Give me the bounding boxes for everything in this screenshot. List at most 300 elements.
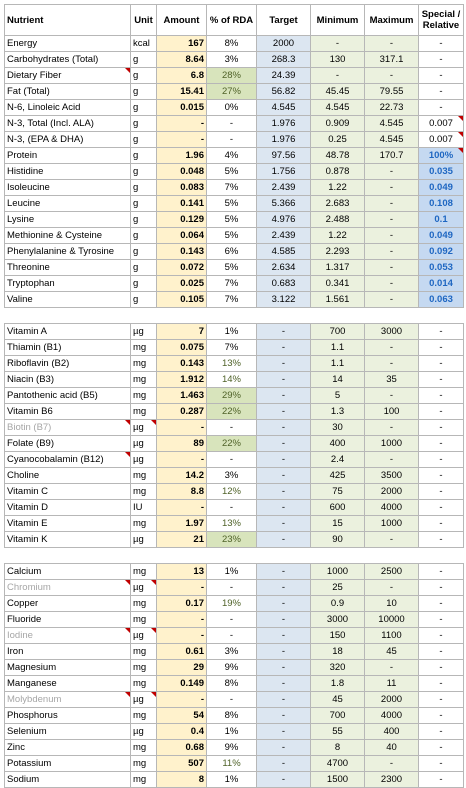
cell-rda[interactable]: 0% (207, 100, 257, 116)
cell-amount[interactable]: 14.2 (157, 468, 207, 484)
cell-rda[interactable]: 3% (207, 52, 257, 68)
cell-nutrient[interactable]: Copper (5, 596, 131, 612)
cell-special[interactable]: - (419, 756, 464, 772)
cell-minimum[interactable]: 1.22 (311, 228, 365, 244)
cell-rda[interactable]: - (207, 500, 257, 516)
cell-maximum[interactable]: - (365, 36, 419, 52)
cell-rda[interactable]: 13% (207, 516, 257, 532)
cell-minimum[interactable]: 8 (311, 740, 365, 756)
cell-nutrient[interactable]: Leucine (5, 196, 131, 212)
cell-nutrient[interactable]: Carbohydrates (Total) (5, 52, 131, 68)
cell-maximum[interactable]: - (365, 660, 419, 676)
cell-amount[interactable]: 0.68 (157, 740, 207, 756)
cell-special[interactable]: 0.063 (419, 292, 464, 308)
cell-maximum[interactable]: 317.1 (365, 52, 419, 68)
cell-maximum[interactable]: - (365, 292, 419, 308)
cell-unit[interactable]: g (131, 68, 157, 84)
cell-special[interactable]: - (419, 724, 464, 740)
cell-special[interactable]: - (419, 372, 464, 388)
cell-minimum[interactable]: 14 (311, 372, 365, 388)
cell-minimum[interactable]: 1000 (311, 564, 365, 580)
cell-target[interactable]: - (257, 644, 311, 660)
cell-maximum[interactable]: 1100 (365, 628, 419, 644)
cell-special[interactable]: - (419, 628, 464, 644)
cell-minimum[interactable]: 600 (311, 500, 365, 516)
cell-unit[interactable]: mg (131, 564, 157, 580)
cell-rda[interactable]: 9% (207, 660, 257, 676)
cell-minimum[interactable]: 45 (311, 692, 365, 708)
cell-target[interactable]: - (257, 324, 311, 340)
cell-unit[interactable]: mg (131, 756, 157, 772)
cell-unit[interactable]: mg (131, 772, 157, 788)
cell-nutrient[interactable]: Iron (5, 644, 131, 660)
cell-rda[interactable]: 28% (207, 68, 257, 84)
cell-maximum[interactable]: 1000 (365, 516, 419, 532)
cell-maximum[interactable]: 79.55 (365, 84, 419, 100)
spacer-cell[interactable] (365, 548, 419, 564)
cell-unit[interactable]: mg (131, 372, 157, 388)
cell-target[interactable]: - (257, 628, 311, 644)
cell-amount[interactable]: 6.8 (157, 68, 207, 84)
cell-rda[interactable]: 7% (207, 340, 257, 356)
cell-amount[interactable]: 1.463 (157, 388, 207, 404)
cell-maximum[interactable]: - (365, 388, 419, 404)
cell-unit[interactable]: mg (131, 388, 157, 404)
spacer-cell[interactable] (5, 548, 131, 564)
cell-target[interactable]: - (257, 708, 311, 724)
cell-nutrient[interactable]: Pantothenic acid (B5) (5, 388, 131, 404)
cell-amount[interactable]: - (157, 692, 207, 708)
cell-maximum[interactable]: 1000 (365, 436, 419, 452)
cell-minimum[interactable]: 400 (311, 436, 365, 452)
cell-rda[interactable]: 7% (207, 180, 257, 196)
cell-target[interactable]: - (257, 436, 311, 452)
cell-minimum[interactable]: 0.341 (311, 276, 365, 292)
cell-minimum[interactable]: 15 (311, 516, 365, 532)
cell-maximum[interactable]: 400 (365, 724, 419, 740)
cell-nutrient[interactable]: Magnesium (5, 660, 131, 676)
cell-target[interactable]: 2.439 (257, 180, 311, 196)
cell-nutrient[interactable]: Potassium (5, 756, 131, 772)
cell-target[interactable]: 0.683 (257, 276, 311, 292)
cell-target[interactable]: 4.976 (257, 212, 311, 228)
cell-unit[interactable]: mg (131, 596, 157, 612)
cell-target[interactable]: 3.122 (257, 292, 311, 308)
cell-unit[interactable]: g (131, 228, 157, 244)
cell-nutrient[interactable]: Threonine (5, 260, 131, 276)
cell-amount[interactable]: 167 (157, 36, 207, 52)
cell-rda[interactable]: 5% (207, 196, 257, 212)
cell-unit[interactable]: g (131, 276, 157, 292)
cell-target[interactable]: 1.976 (257, 132, 311, 148)
cell-unit[interactable]: mg (131, 356, 157, 372)
cell-minimum[interactable]: 320 (311, 660, 365, 676)
cell-special[interactable]: 0.007 (419, 132, 464, 148)
cell-rda[interactable]: 1% (207, 564, 257, 580)
cell-unit[interactable]: g (131, 260, 157, 276)
cell-amount[interactable]: - (157, 628, 207, 644)
cell-unit[interactable]: g (131, 180, 157, 196)
cell-target[interactable]: 1.756 (257, 164, 311, 180)
cell-unit[interactable]: µg (131, 452, 157, 468)
cell-rda[interactable]: 8% (207, 36, 257, 52)
cell-minimum[interactable]: 45.45 (311, 84, 365, 100)
cell-maximum[interactable]: - (365, 356, 419, 372)
cell-maximum[interactable]: - (365, 580, 419, 596)
cell-target[interactable]: - (257, 372, 311, 388)
cell-target[interactable]: - (257, 340, 311, 356)
cell-unit[interactable]: µg (131, 580, 157, 596)
cell-rda[interactable]: 19% (207, 596, 257, 612)
cell-special[interactable]: - (419, 612, 464, 628)
cell-minimum[interactable]: 2.683 (311, 196, 365, 212)
cell-minimum[interactable]: 1500 (311, 772, 365, 788)
header-rda[interactable]: % of RDA (207, 5, 257, 36)
cell-unit[interactable]: mg (131, 660, 157, 676)
spacer-cell[interactable] (311, 548, 365, 564)
cell-nutrient[interactable]: Vitamin K (5, 532, 131, 548)
cell-amount[interactable]: 1.97 (157, 516, 207, 532)
cell-minimum[interactable]: - (311, 36, 365, 52)
cell-minimum[interactable]: 3000 (311, 612, 365, 628)
cell-rda[interactable]: 5% (207, 260, 257, 276)
cell-special[interactable]: 0.053 (419, 260, 464, 276)
cell-maximum[interactable]: 3000 (365, 324, 419, 340)
cell-special[interactable]: 100% (419, 148, 464, 164)
cell-minimum[interactable]: 1.317 (311, 260, 365, 276)
cell-amount[interactable]: 1.96 (157, 148, 207, 164)
cell-unit[interactable]: g (131, 244, 157, 260)
cell-maximum[interactable]: - (365, 452, 419, 468)
cell-special[interactable]: 0.049 (419, 228, 464, 244)
spacer-cell[interactable] (207, 548, 257, 564)
cell-amount[interactable]: 8.64 (157, 52, 207, 68)
cell-special[interactable]: - (419, 420, 464, 436)
cell-unit[interactable]: g (131, 52, 157, 68)
cell-nutrient[interactable]: Sodium (5, 772, 131, 788)
spacer-cell[interactable] (131, 548, 157, 564)
cell-minimum[interactable]: 4.545 (311, 100, 365, 116)
cell-special[interactable]: - (419, 324, 464, 340)
cell-nutrient[interactable]: Energy (5, 36, 131, 52)
cell-maximum[interactable]: - (365, 196, 419, 212)
cell-nutrient[interactable]: Phosphorus (5, 708, 131, 724)
cell-nutrient[interactable]: Fat (Total) (5, 84, 131, 100)
cell-unit[interactable]: g (131, 196, 157, 212)
cell-minimum[interactable]: 700 (311, 324, 365, 340)
cell-amount[interactable]: 8 (157, 772, 207, 788)
cell-amount[interactable]: 0.143 (157, 244, 207, 260)
cell-maximum[interactable]: - (365, 164, 419, 180)
header-nutrient[interactable]: Nutrient (5, 5, 131, 36)
cell-amount[interactable]: - (157, 580, 207, 596)
cell-minimum[interactable]: 18 (311, 644, 365, 660)
cell-minimum[interactable]: 1.561 (311, 292, 365, 308)
cell-nutrient[interactable]: Vitamin E (5, 516, 131, 532)
cell-rda[interactable]: 7% (207, 292, 257, 308)
cell-special[interactable]: - (419, 100, 464, 116)
cell-special[interactable]: - (419, 36, 464, 52)
cell-special[interactable]: 0.049 (419, 180, 464, 196)
cell-maximum[interactable]: 3500 (365, 468, 419, 484)
cell-special[interactable]: 0.035 (419, 164, 464, 180)
cell-target[interactable]: - (257, 724, 311, 740)
cell-rda[interactable]: 3% (207, 644, 257, 660)
cell-special[interactable]: - (419, 772, 464, 788)
cell-minimum[interactable]: 1.22 (311, 180, 365, 196)
cell-maximum[interactable]: 35 (365, 372, 419, 388)
cell-target[interactable]: 97.56 (257, 148, 311, 164)
cell-special[interactable]: - (419, 740, 464, 756)
cell-rda[interactable]: 5% (207, 228, 257, 244)
cell-rda[interactable]: 13% (207, 356, 257, 372)
cell-special[interactable]: - (419, 564, 464, 580)
cell-rda[interactable]: 22% (207, 436, 257, 452)
cell-minimum[interactable]: 1.3 (311, 404, 365, 420)
cell-rda[interactable]: 5% (207, 164, 257, 180)
cell-nutrient[interactable]: Vitamin B6 (5, 404, 131, 420)
cell-rda[interactable]: 8% (207, 708, 257, 724)
spacer-cell[interactable] (207, 308, 257, 324)
cell-amount[interactable]: 8.8 (157, 484, 207, 500)
cell-unit[interactable]: g (131, 132, 157, 148)
cell-unit[interactable]: g (131, 212, 157, 228)
cell-target[interactable]: - (257, 420, 311, 436)
cell-minimum[interactable]: 0.878 (311, 164, 365, 180)
cell-maximum[interactable]: - (365, 276, 419, 292)
cell-special[interactable]: - (419, 580, 464, 596)
cell-target[interactable]: - (257, 564, 311, 580)
cell-amount[interactable]: 0.048 (157, 164, 207, 180)
spacer-cell[interactable] (157, 548, 207, 564)
cell-special[interactable]: 0.014 (419, 276, 464, 292)
cell-special[interactable]: - (419, 452, 464, 468)
cell-target[interactable]: - (257, 740, 311, 756)
cell-rda[interactable]: 8% (207, 676, 257, 692)
cell-amount[interactable]: 0.129 (157, 212, 207, 228)
cell-maximum[interactable]: 10 (365, 596, 419, 612)
cell-nutrient[interactable]: Tryptophan (5, 276, 131, 292)
cell-maximum[interactable]: 2000 (365, 692, 419, 708)
cell-amount[interactable]: 1.912 (157, 372, 207, 388)
cell-unit[interactable]: µg (131, 692, 157, 708)
cell-amount[interactable]: - (157, 132, 207, 148)
cell-special[interactable]: - (419, 644, 464, 660)
cell-special[interactable]: - (419, 500, 464, 516)
cell-target[interactable]: - (257, 676, 311, 692)
cell-minimum[interactable]: 2.293 (311, 244, 365, 260)
cell-minimum[interactable]: 2.488 (311, 212, 365, 228)
cell-maximum[interactable]: 11 (365, 676, 419, 692)
cell-nutrient[interactable]: Chromium (5, 580, 131, 596)
cell-amount[interactable]: - (157, 500, 207, 516)
cell-unit[interactable]: mg (131, 516, 157, 532)
cell-amount[interactable]: 0.143 (157, 356, 207, 372)
spacer-cell[interactable] (365, 308, 419, 324)
cell-maximum[interactable]: - (365, 228, 419, 244)
cell-maximum[interactable]: 4000 (365, 708, 419, 724)
cell-nutrient[interactable]: Isoleucine (5, 180, 131, 196)
spacer-cell[interactable] (5, 308, 131, 324)
cell-amount[interactable]: 0.17 (157, 596, 207, 612)
cell-minimum[interactable]: 75 (311, 484, 365, 500)
cell-amount[interactable]: 0.075 (157, 340, 207, 356)
cell-minimum[interactable]: 425 (311, 468, 365, 484)
cell-target[interactable]: - (257, 660, 311, 676)
cell-nutrient[interactable]: Fluoride (5, 612, 131, 628)
cell-nutrient[interactable]: N-3, (EPA & DHA) (5, 132, 131, 148)
cell-maximum[interactable]: - (365, 756, 419, 772)
cell-maximum[interactable]: 100 (365, 404, 419, 420)
cell-amount[interactable]: 0.61 (157, 644, 207, 660)
cell-special[interactable]: 0.108 (419, 196, 464, 212)
cell-rda[interactable]: 27% (207, 84, 257, 100)
cell-unit[interactable]: µg (131, 324, 157, 340)
cell-amount[interactable]: 0.149 (157, 676, 207, 692)
cell-amount[interactable]: 0.141 (157, 196, 207, 212)
cell-special[interactable]: - (419, 356, 464, 372)
cell-amount[interactable]: 0.072 (157, 260, 207, 276)
spacer-cell[interactable] (311, 308, 365, 324)
cell-rda[interactable]: - (207, 628, 257, 644)
cell-minimum[interactable]: 0.9 (311, 596, 365, 612)
cell-rda[interactable]: 7% (207, 276, 257, 292)
cell-maximum[interactable]: 2500 (365, 564, 419, 580)
header-maximum[interactable]: Maximum (365, 5, 419, 36)
cell-nutrient[interactable]: Manganese (5, 676, 131, 692)
cell-amount[interactable]: - (157, 116, 207, 132)
cell-special[interactable]: - (419, 436, 464, 452)
cell-minimum[interactable]: 4700 (311, 756, 365, 772)
cell-special[interactable]: 0.092 (419, 244, 464, 260)
cell-target[interactable]: 1.976 (257, 116, 311, 132)
header-amount[interactable]: Amount (157, 5, 207, 36)
cell-unit[interactable]: mg (131, 708, 157, 724)
cell-unit[interactable]: g (131, 292, 157, 308)
cell-rda[interactable]: - (207, 580, 257, 596)
cell-unit[interactable]: mg (131, 340, 157, 356)
cell-nutrient[interactable]: Vitamin C (5, 484, 131, 500)
cell-target[interactable]: - (257, 500, 311, 516)
cell-minimum[interactable]: 25 (311, 580, 365, 596)
cell-rda[interactable]: 5% (207, 212, 257, 228)
cell-target[interactable]: - (257, 532, 311, 548)
cell-special[interactable]: 0.007 (419, 116, 464, 132)
cell-nutrient[interactable]: Dietary Fiber (5, 68, 131, 84)
cell-nutrient[interactable]: Choline (5, 468, 131, 484)
cell-special[interactable]: - (419, 340, 464, 356)
cell-rda[interactable]: 4% (207, 148, 257, 164)
spacer-cell[interactable] (419, 548, 464, 564)
cell-unit[interactable]: µg (131, 420, 157, 436)
cell-special[interactable]: - (419, 692, 464, 708)
cell-target[interactable]: - (257, 452, 311, 468)
cell-unit[interactable]: µg (131, 436, 157, 452)
cell-amount[interactable]: 15.41 (157, 84, 207, 100)
header-target[interactable]: Target (257, 5, 311, 36)
cell-rda[interactable]: 23% (207, 532, 257, 548)
cell-unit[interactable]: µg (131, 532, 157, 548)
cell-target[interactable]: - (257, 772, 311, 788)
cell-nutrient[interactable]: Calcium (5, 564, 131, 580)
cell-target[interactable]: 2000 (257, 36, 311, 52)
cell-nutrient[interactable]: Phenylalanine & Tyrosine (5, 244, 131, 260)
cell-target[interactable]: 5.366 (257, 196, 311, 212)
cell-maximum[interactable]: 10000 (365, 612, 419, 628)
cell-amount[interactable]: 0.064 (157, 228, 207, 244)
cell-amount[interactable]: 29 (157, 660, 207, 676)
cell-nutrient[interactable]: Folate (B9) (5, 436, 131, 452)
cell-amount[interactable]: 0.025 (157, 276, 207, 292)
cell-unit[interactable]: g (131, 100, 157, 116)
cell-target[interactable]: - (257, 404, 311, 420)
cell-special[interactable]: - (419, 532, 464, 548)
cell-nutrient[interactable]: Biotin (B7) (5, 420, 131, 436)
spacer-cell[interactable] (257, 548, 311, 564)
cell-target[interactable]: - (257, 484, 311, 500)
cell-nutrient[interactable]: Histidine (5, 164, 131, 180)
cell-maximum[interactable]: 170.7 (365, 148, 419, 164)
cell-special[interactable]: - (419, 388, 464, 404)
cell-target[interactable]: - (257, 580, 311, 596)
cell-unit[interactable]: g (131, 84, 157, 100)
cell-unit[interactable]: mg (131, 484, 157, 500)
cell-target[interactable]: 268.3 (257, 52, 311, 68)
cell-target[interactable]: - (257, 388, 311, 404)
cell-nutrient[interactable]: N-6, Linoleic Acid (5, 100, 131, 116)
cell-amount[interactable]: - (157, 452, 207, 468)
cell-maximum[interactable]: - (365, 212, 419, 228)
cell-nutrient[interactable]: Selenium (5, 724, 131, 740)
header-minimum[interactable]: Minimum (311, 5, 365, 36)
cell-maximum[interactable]: 2000 (365, 484, 419, 500)
cell-amount[interactable]: 54 (157, 708, 207, 724)
cell-nutrient[interactable]: N-3, Total (Incl. ALA) (5, 116, 131, 132)
cell-special[interactable]: - (419, 404, 464, 420)
cell-nutrient[interactable]: Niacin (B3) (5, 372, 131, 388)
cell-unit[interactable]: IU (131, 500, 157, 516)
cell-nutrient[interactable]: Valine (5, 292, 131, 308)
cell-minimum[interactable]: 0.25 (311, 132, 365, 148)
cell-rda[interactable]: - (207, 452, 257, 468)
cell-rda[interactable]: - (207, 132, 257, 148)
cell-amount[interactable]: 507 (157, 756, 207, 772)
cell-rda[interactable]: 9% (207, 740, 257, 756)
spacer-cell[interactable] (131, 308, 157, 324)
cell-unit[interactable]: mg (131, 468, 157, 484)
cell-target[interactable]: 2.634 (257, 260, 311, 276)
cell-minimum[interactable]: 48.78 (311, 148, 365, 164)
cell-rda[interactable]: 12% (207, 484, 257, 500)
cell-rda[interactable]: 14% (207, 372, 257, 388)
cell-minimum[interactable]: 0.909 (311, 116, 365, 132)
cell-maximum[interactable]: 4.545 (365, 132, 419, 148)
cell-amount[interactable]: 0.4 (157, 724, 207, 740)
header-special[interactable]: Special / Relative (419, 5, 464, 36)
cell-amount[interactable]: 0.287 (157, 404, 207, 420)
cell-special[interactable]: - (419, 516, 464, 532)
cell-nutrient[interactable]: Lysine (5, 212, 131, 228)
cell-minimum[interactable]: 5 (311, 388, 365, 404)
cell-minimum[interactable]: 700 (311, 708, 365, 724)
cell-minimum[interactable]: 55 (311, 724, 365, 740)
cell-target[interactable]: - (257, 612, 311, 628)
cell-rda[interactable]: - (207, 116, 257, 132)
cell-maximum[interactable]: - (365, 532, 419, 548)
cell-target[interactable]: 24.39 (257, 68, 311, 84)
cell-rda[interactable]: 1% (207, 772, 257, 788)
cell-minimum[interactable]: 2.4 (311, 452, 365, 468)
